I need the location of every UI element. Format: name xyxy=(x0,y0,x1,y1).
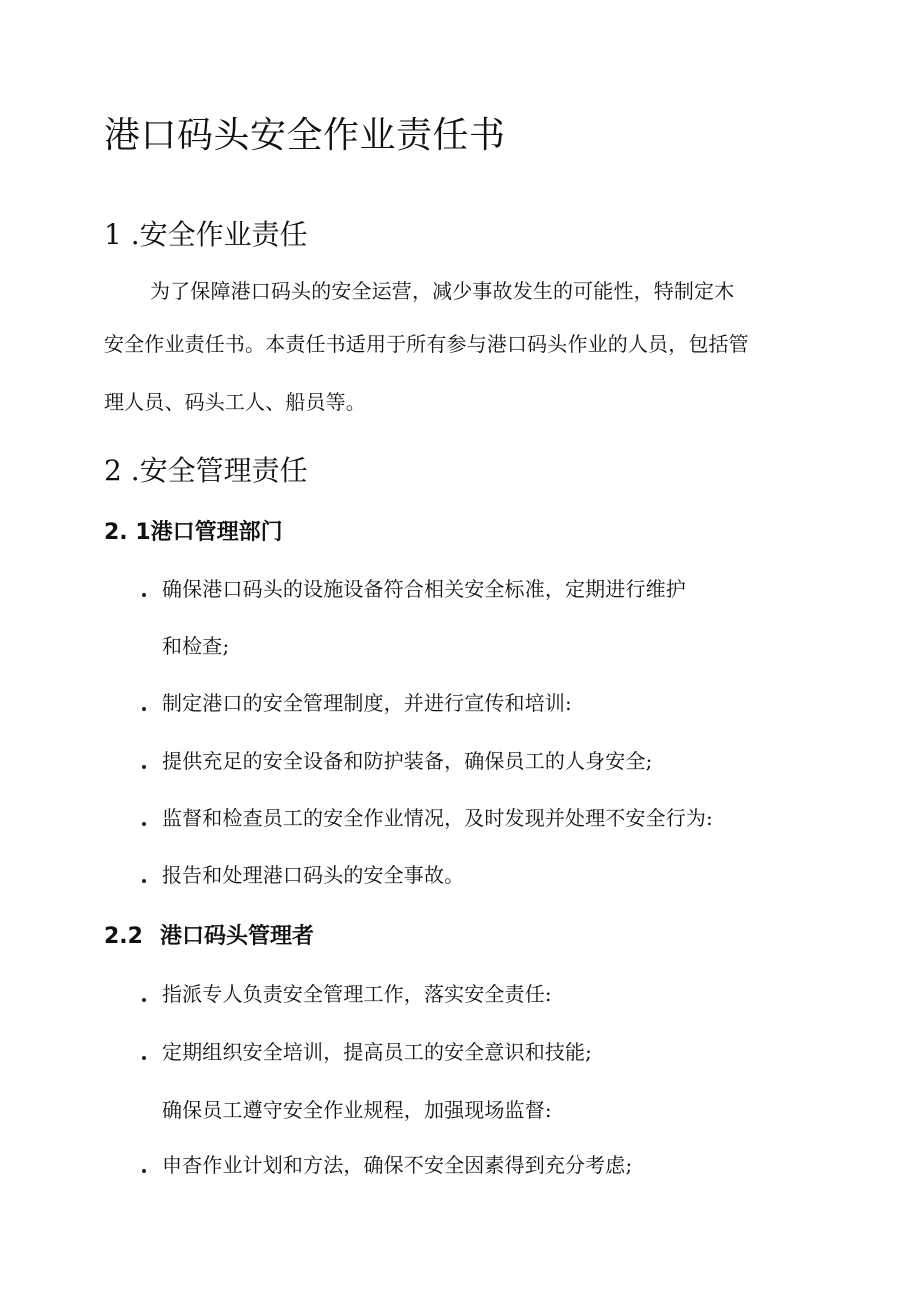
section1-heading: 1 .安全作业责任 xyxy=(104,218,308,251)
section2-heading: 2 .安全管理责任 xyxy=(104,454,308,487)
subsection-2-1-item-1-continuation: 和检查; xyxy=(162,634,230,658)
bullet-icon xyxy=(142,1169,146,1173)
subsection-2-2-heading: 港口码头管理者 xyxy=(160,924,315,949)
bullet-icon xyxy=(142,1056,146,1060)
subsection-2-1-heading: 2. 1港口管理部门 xyxy=(104,520,283,545)
subsection-2-2-item-1: 指派专人负责安全管理工作，落实安全责任: xyxy=(162,982,552,1006)
subsection-2-1-item-1: 确保港口码头的设施设备符合相关安全标准，定期进行维护 xyxy=(162,577,686,601)
subsection-2-1-item-5: 报告和处理港口码头的安全事故。 xyxy=(162,863,465,887)
bullet-icon xyxy=(142,879,146,883)
bullet-icon xyxy=(142,593,146,597)
section1-paragraph-line-1: 为了保障港口码头的安全运营，减少事故发生的可能性，特制定木 xyxy=(150,279,735,303)
subsection-2-2-item-4: 申杳作业计划和方法，确保不安全因素得到充分考虑; xyxy=(162,1153,633,1177)
bullet-icon xyxy=(142,707,146,711)
section1-paragraph-line-2: 安全作业责任书。本责任书适用于所有参与港口码头作业的人员，包括管 xyxy=(104,332,749,356)
section1-paragraph-line-3: 理人员、码头工人、船员等。 xyxy=(104,390,366,414)
subsection-2-1-item-3: 提供充足的安全设备和防护装备，确保员工的人身安全; xyxy=(162,749,653,773)
subsection-2-2-item-3: 确保员工遵守安全作业规程，加强现场监督: xyxy=(162,1098,552,1122)
subsection-2-1-item-4: 监督和检查员工的安全作业情况，及时发现并处理不安全行为: xyxy=(162,806,713,830)
bullet-icon xyxy=(142,822,146,826)
document-title: 港口码头安全作业责任书 xyxy=(104,115,506,156)
bullet-icon xyxy=(142,765,146,769)
subsection-2-1-item-2: 制定港口的安全管理制度，并进行宣传和培训: xyxy=(162,691,572,715)
bullet-icon xyxy=(142,998,146,1002)
subsection-2-2-number: 2.2 xyxy=(104,924,143,949)
subsection-2-2-item-2: 定期组织安全培训，提高员工的安全意识和技能; xyxy=(162,1040,593,1064)
